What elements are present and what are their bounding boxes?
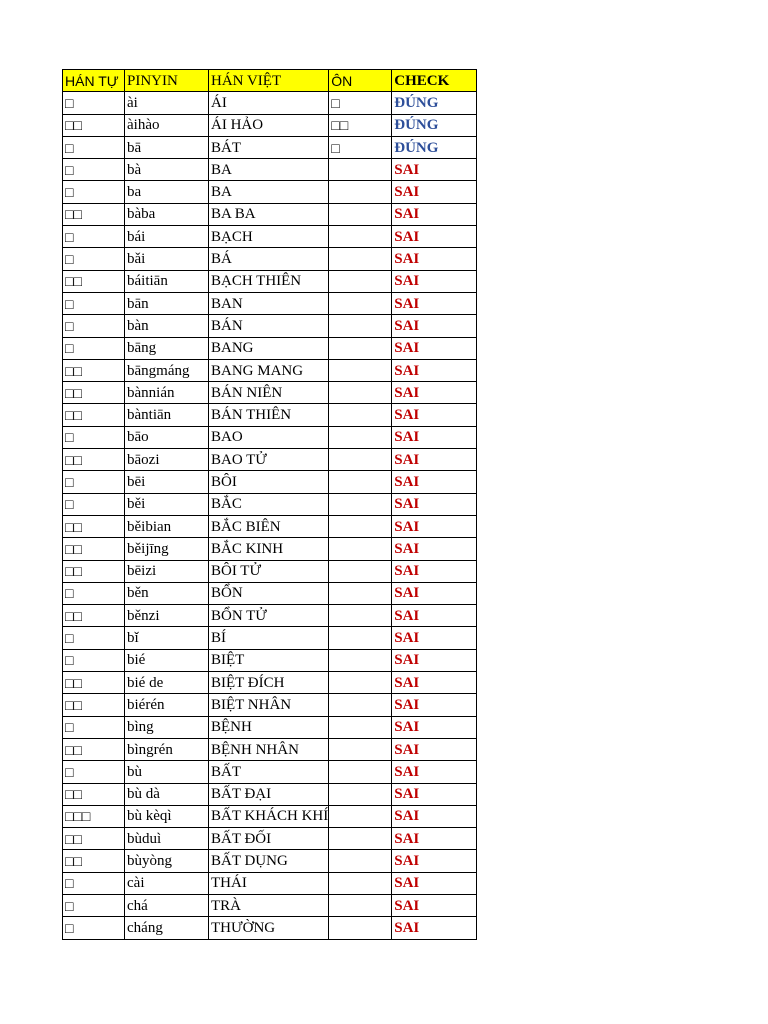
cell-han-tu[interactable]: □□ [63,672,125,694]
cell-on[interactable] [329,449,392,471]
table-row [63,382,477,404]
cell-check[interactable]: ĐÚNG [392,114,477,136]
cell-han-tu[interactable]: □ [63,159,125,181]
cell-han-tu[interactable]: □ [63,716,125,738]
cell-on[interactable]: □ [329,92,392,114]
cell-pinyin[interactable]: bān [125,292,209,314]
table-row [63,404,477,426]
cell-han-viet[interactable]: THÁI [209,872,329,894]
cell-han-viet[interactable]: BÁN [209,315,329,337]
cell-check[interactable]: SAI [392,761,477,783]
cell-check[interactable]: SAI [392,917,477,939]
cell-han-viet[interactable]: BÁ [209,248,329,270]
cell-han-viet[interactable]: BA [209,181,329,203]
cell-han-tu[interactable]: □ [63,248,125,270]
cell-han-viet[interactable]: BÔI TỬ [209,560,329,582]
table-row [63,248,477,270]
cell-on[interactable] [329,359,392,381]
cell-pinyin[interactable]: ài [125,92,209,114]
table-row [63,716,477,738]
cell-han-viet[interactable]: ÁI HẢO [209,114,329,136]
cell-pinyin[interactable]: bǎi [125,248,209,270]
cell-han-viet[interactable]: BÔI [209,471,329,493]
table-row [63,203,477,225]
cell-pinyin[interactable]: bái [125,226,209,248]
table-row [63,649,477,671]
cell-on[interactable] [329,493,392,515]
table-row [63,538,477,560]
cell-pinyin[interactable]: bēi [125,471,209,493]
cell-on[interactable] [329,337,392,359]
cell-han-tu[interactable]: □ [63,315,125,337]
cell-han-viet[interactable]: BẠCH THIÊN [209,270,329,292]
cell-han-tu[interactable]: □□ [63,738,125,760]
cell-on[interactable] [329,248,392,270]
cell-on[interactable] [329,828,392,850]
cell-on[interactable] [329,382,392,404]
cell-check[interactable]: SAI [392,248,477,270]
cell-check[interactable]: SAI [392,404,477,426]
table-row [63,582,477,604]
cell-on[interactable] [329,560,392,582]
cell-check[interactable]: SAI [392,828,477,850]
cell-han-tu[interactable]: □ [63,426,125,448]
table-row [63,426,477,448]
cell-check[interactable]: ĐÚNG [392,136,477,158]
cell-pinyin[interactable]: bùyòng [125,850,209,872]
cell-on[interactable] [329,181,392,203]
header-pinyin[interactable]: PINYIN [125,70,209,92]
table-row [63,159,477,181]
cell-han-tu[interactable]: □□ [63,114,125,136]
vocabulary-table [62,69,477,940]
cell-check[interactable]: SAI [392,203,477,225]
table-row [63,605,477,627]
cell-on[interactable] [329,716,392,738]
cell-check[interactable]: SAI [392,382,477,404]
cell-han-tu[interactable]: □□ [63,449,125,471]
cell-pinyin[interactable]: bànnián [125,382,209,404]
cell-check[interactable]: SAI [392,538,477,560]
cell-on[interactable] [329,159,392,181]
table-row [63,292,477,314]
cell-han-tu[interactable]: □ [63,582,125,604]
cell-check[interactable]: SAI [392,605,477,627]
cell-han-tu[interactable]: □ [63,649,125,671]
cell-check[interactable]: SAI [392,872,477,894]
table-row [63,493,477,515]
table-row [63,226,477,248]
header-on[interactable]: ÔN [329,70,392,92]
cell-on[interactable] [329,315,392,337]
cell-on[interactable] [329,226,392,248]
cell-check[interactable]: SAI [392,515,477,537]
table-row [63,315,477,337]
cell-pinyin[interactable]: běn [125,582,209,604]
cell-han-tu[interactable]: □ [63,894,125,916]
table-row [63,761,477,783]
cell-pinyin[interactable]: ba [125,181,209,203]
table-row [63,515,477,537]
cell-on[interactable] [329,515,392,537]
table-row [63,694,477,716]
table-row [63,270,477,292]
cell-han-tu[interactable]: □□ [63,382,125,404]
cell-han-viet[interactable]: BẮC KINH [209,538,329,560]
cell-on[interactable]: □□ [329,114,392,136]
cell-pinyin[interactable]: bù kèqì [125,805,209,827]
table-row [63,359,477,381]
table-row [63,627,477,649]
cell-check[interactable]: SAI [392,694,477,716]
cell-pinyin[interactable]: bàn [125,315,209,337]
cell-han-tu[interactable]: □□ [63,515,125,537]
cell-han-tu[interactable]: □□ [63,270,125,292]
cell-han-tu[interactable]: □□ [63,203,125,225]
cell-han-viet[interactable]: BAO [209,426,329,448]
cell-pinyin[interactable]: bāngmáng [125,359,209,381]
cell-check[interactable]: SAI [392,292,477,314]
cell-pinyin[interactable]: bàntiān [125,404,209,426]
cell-on[interactable] [329,649,392,671]
cell-check[interactable]: SAI [392,337,477,359]
table-row [63,672,477,694]
cell-han-viet[interactable]: TRÀ [209,894,329,916]
cell-han-viet[interactable]: BÁT [209,136,329,158]
cell-han-tu[interactable]: □□ [63,694,125,716]
cell-on[interactable] [329,738,392,760]
cell-han-viet[interactable]: BAN [209,292,329,314]
cell-check[interactable]: SAI [392,359,477,381]
cell-han-viet[interactable]: BÁN NIÊN [209,382,329,404]
table-row [63,181,477,203]
header-han-tu[interactable]: HÁN TỰ [63,70,125,92]
cell-han-viet[interactable]: BỔN TỬ [209,605,329,627]
table-row [63,850,477,872]
cell-pinyin[interactable]: àihào [125,114,209,136]
cell-han-tu[interactable]: □ [63,92,125,114]
cell-han-viet[interactable]: ÁI [209,92,329,114]
table-row [63,894,477,916]
cell-on[interactable] [329,805,392,827]
cell-han-viet[interactable]: BANG [209,337,329,359]
cell-han-viet[interactable]: BÁN THIÊN [209,404,329,426]
table-row [63,805,477,827]
cell-pinyin[interactable]: biérén [125,694,209,716]
cell-on[interactable] [329,292,392,314]
cell-pinyin[interactable]: běibian [125,515,209,537]
table-row [63,114,477,136]
cell-han-viet[interactable]: BẤT ĐỐI [209,828,329,850]
cell-han-tu[interactable]: □ [63,761,125,783]
cell-han-tu[interactable]: □ [63,493,125,515]
cell-han-viet[interactable]: BẮC [209,493,329,515]
cell-pinyin[interactable]: bùduì [125,828,209,850]
cell-check[interactable]: SAI [392,270,477,292]
cell-han-tu[interactable]: □□ [63,560,125,582]
cell-han-tu[interactable]: □ [63,337,125,359]
cell-han-tu[interactable]: □ [63,181,125,203]
cell-on[interactable] [329,538,392,560]
cell-check[interactable]: SAI [392,627,477,649]
cell-on[interactable] [329,872,392,894]
cell-pinyin[interactable]: bù dà [125,783,209,805]
cell-han-tu[interactable]: □□□ [63,805,125,827]
cell-han-tu[interactable]: □□ [63,359,125,381]
table-row [63,828,477,850]
cell-han-viet[interactable]: BA BA [209,203,329,225]
cell-check[interactable]: SAI [392,850,477,872]
table-row [63,738,477,760]
cell-han-viet[interactable]: BA [209,159,329,181]
cell-han-tu[interactable]: □ [63,627,125,649]
table-row [63,92,477,114]
cell-on[interactable] [329,917,392,939]
cell-on[interactable] [329,694,392,716]
cell-han-tu[interactable]: □ [63,292,125,314]
cell-check[interactable]: SAI [392,471,477,493]
cell-han-viet[interactable]: BẤT [209,761,329,783]
cell-han-viet[interactable]: BIỆT NHÂN [209,694,329,716]
cell-han-tu[interactable]: □□ [63,404,125,426]
cell-on[interactable] [329,761,392,783]
cell-pinyin[interactable]: bǐ [125,627,209,649]
cell-check[interactable]: SAI [392,426,477,448]
cell-on[interactable]: □ [329,136,392,158]
cell-on[interactable] [329,850,392,872]
cell-han-viet[interactable]: BẤT KHÁCH KHÍ [209,805,329,827]
cell-on[interactable] [329,605,392,627]
header-row [63,70,477,92]
cell-pinyin[interactable]: bàba [125,203,209,225]
cell-check[interactable]: SAI [392,315,477,337]
cell-check[interactable]: SAI [392,582,477,604]
cell-on[interactable] [329,672,392,694]
table-row [63,783,477,805]
cell-han-tu[interactable]: □□ [63,783,125,805]
cell-pinyin[interactable]: běijīng [125,538,209,560]
cell-on[interactable] [329,894,392,916]
cell-han-viet[interactable]: BẤT DỤNG [209,850,329,872]
table-row [63,471,477,493]
cell-pinyin[interactable]: bāozi [125,449,209,471]
cell-on[interactable] [329,783,392,805]
cell-pinyin[interactable]: bìng [125,716,209,738]
cell-han-tu[interactable]: □□ [63,850,125,872]
cell-pinyin[interactable]: bù [125,761,209,783]
cell-han-viet[interactable]: BẠCH [209,226,329,248]
cell-han-viet[interactable]: BỆNH [209,716,329,738]
cell-han-tu[interactable]: □ [63,471,125,493]
header-check[interactable]: CHECK [392,70,477,92]
cell-han-viet[interactable]: BIỆT ĐÍCH [209,672,329,694]
cell-han-tu[interactable]: □□ [63,538,125,560]
cell-han-tu[interactable]: □ [63,136,125,158]
cell-check[interactable]: SAI [392,672,477,694]
table-row [63,872,477,894]
cell-han-tu[interactable]: □ [63,226,125,248]
cell-pinyin[interactable]: bà [125,159,209,181]
cell-han-viet[interactable]: BỔN [209,582,329,604]
cell-check[interactable]: SAI [392,894,477,916]
cell-pinyin[interactable]: cháng [125,917,209,939]
cell-check[interactable]: SAI [392,226,477,248]
cell-on[interactable] [329,582,392,604]
cell-han-viet[interactable]: BÍ [209,627,329,649]
cell-han-viet[interactable]: BẤT ĐẠI [209,783,329,805]
cell-on[interactable] [329,627,392,649]
cell-pinyin[interactable]: bā [125,136,209,158]
cell-on[interactable] [329,426,392,448]
table-row [63,337,477,359]
cell-han-viet[interactable]: BANG MANG [209,359,329,381]
cell-on[interactable] [329,203,392,225]
cell-han-tu[interactable]: □ [63,872,125,894]
cell-pinyin[interactable]: bēizi [125,560,209,582]
cell-on[interactable] [329,404,392,426]
cell-han-viet[interactable]: THƯỜNG [209,917,329,939]
cell-pinyin[interactable]: bìngrén [125,738,209,760]
table-row [63,449,477,471]
cell-check[interactable]: SAI [392,159,477,181]
cell-pinyin[interactable]: bié [125,649,209,671]
cell-check[interactable]: SAI [392,716,477,738]
cell-check[interactable]: SAI [392,181,477,203]
cell-pinyin[interactable]: báitiān [125,270,209,292]
cell-check[interactable]: SAI [392,738,477,760]
cell-pinyin[interactable]: běi [125,493,209,515]
cell-han-tu[interactable]: □□ [63,828,125,850]
cell-pinyin[interactable]: bié de [125,672,209,694]
cell-pinyin[interactable]: bāng [125,337,209,359]
cell-han-viet[interactable]: BẮC BIÊN [209,515,329,537]
cell-check[interactable]: SAI [392,560,477,582]
cell-check[interactable]: ĐÚNG [392,92,477,114]
header-han-viet[interactable]: HÁN VIỆT [209,70,329,92]
cell-han-tu[interactable]: □□ [63,605,125,627]
cell-check[interactable]: SAI [392,449,477,471]
cell-pinyin[interactable]: cài [125,872,209,894]
cell-check[interactable]: SAI [392,805,477,827]
cell-han-viet[interactable]: BỆNH NHÂN [209,738,329,760]
cell-pinyin[interactable]: běnzi [125,605,209,627]
table-row [63,136,477,158]
cell-check[interactable]: SAI [392,493,477,515]
cell-on[interactable] [329,270,392,292]
cell-check[interactable]: SAI [392,783,477,805]
cell-pinyin[interactable]: chá [125,894,209,916]
cell-han-viet[interactable]: BAO TỬ [209,449,329,471]
cell-han-viet[interactable]: BIỆT [209,649,329,671]
table-row [63,917,477,939]
cell-pinyin[interactable]: bāo [125,426,209,448]
cell-on[interactable] [329,471,392,493]
cell-han-tu[interactable]: □ [63,917,125,939]
table-row [63,560,477,582]
cell-check[interactable]: SAI [392,649,477,671]
